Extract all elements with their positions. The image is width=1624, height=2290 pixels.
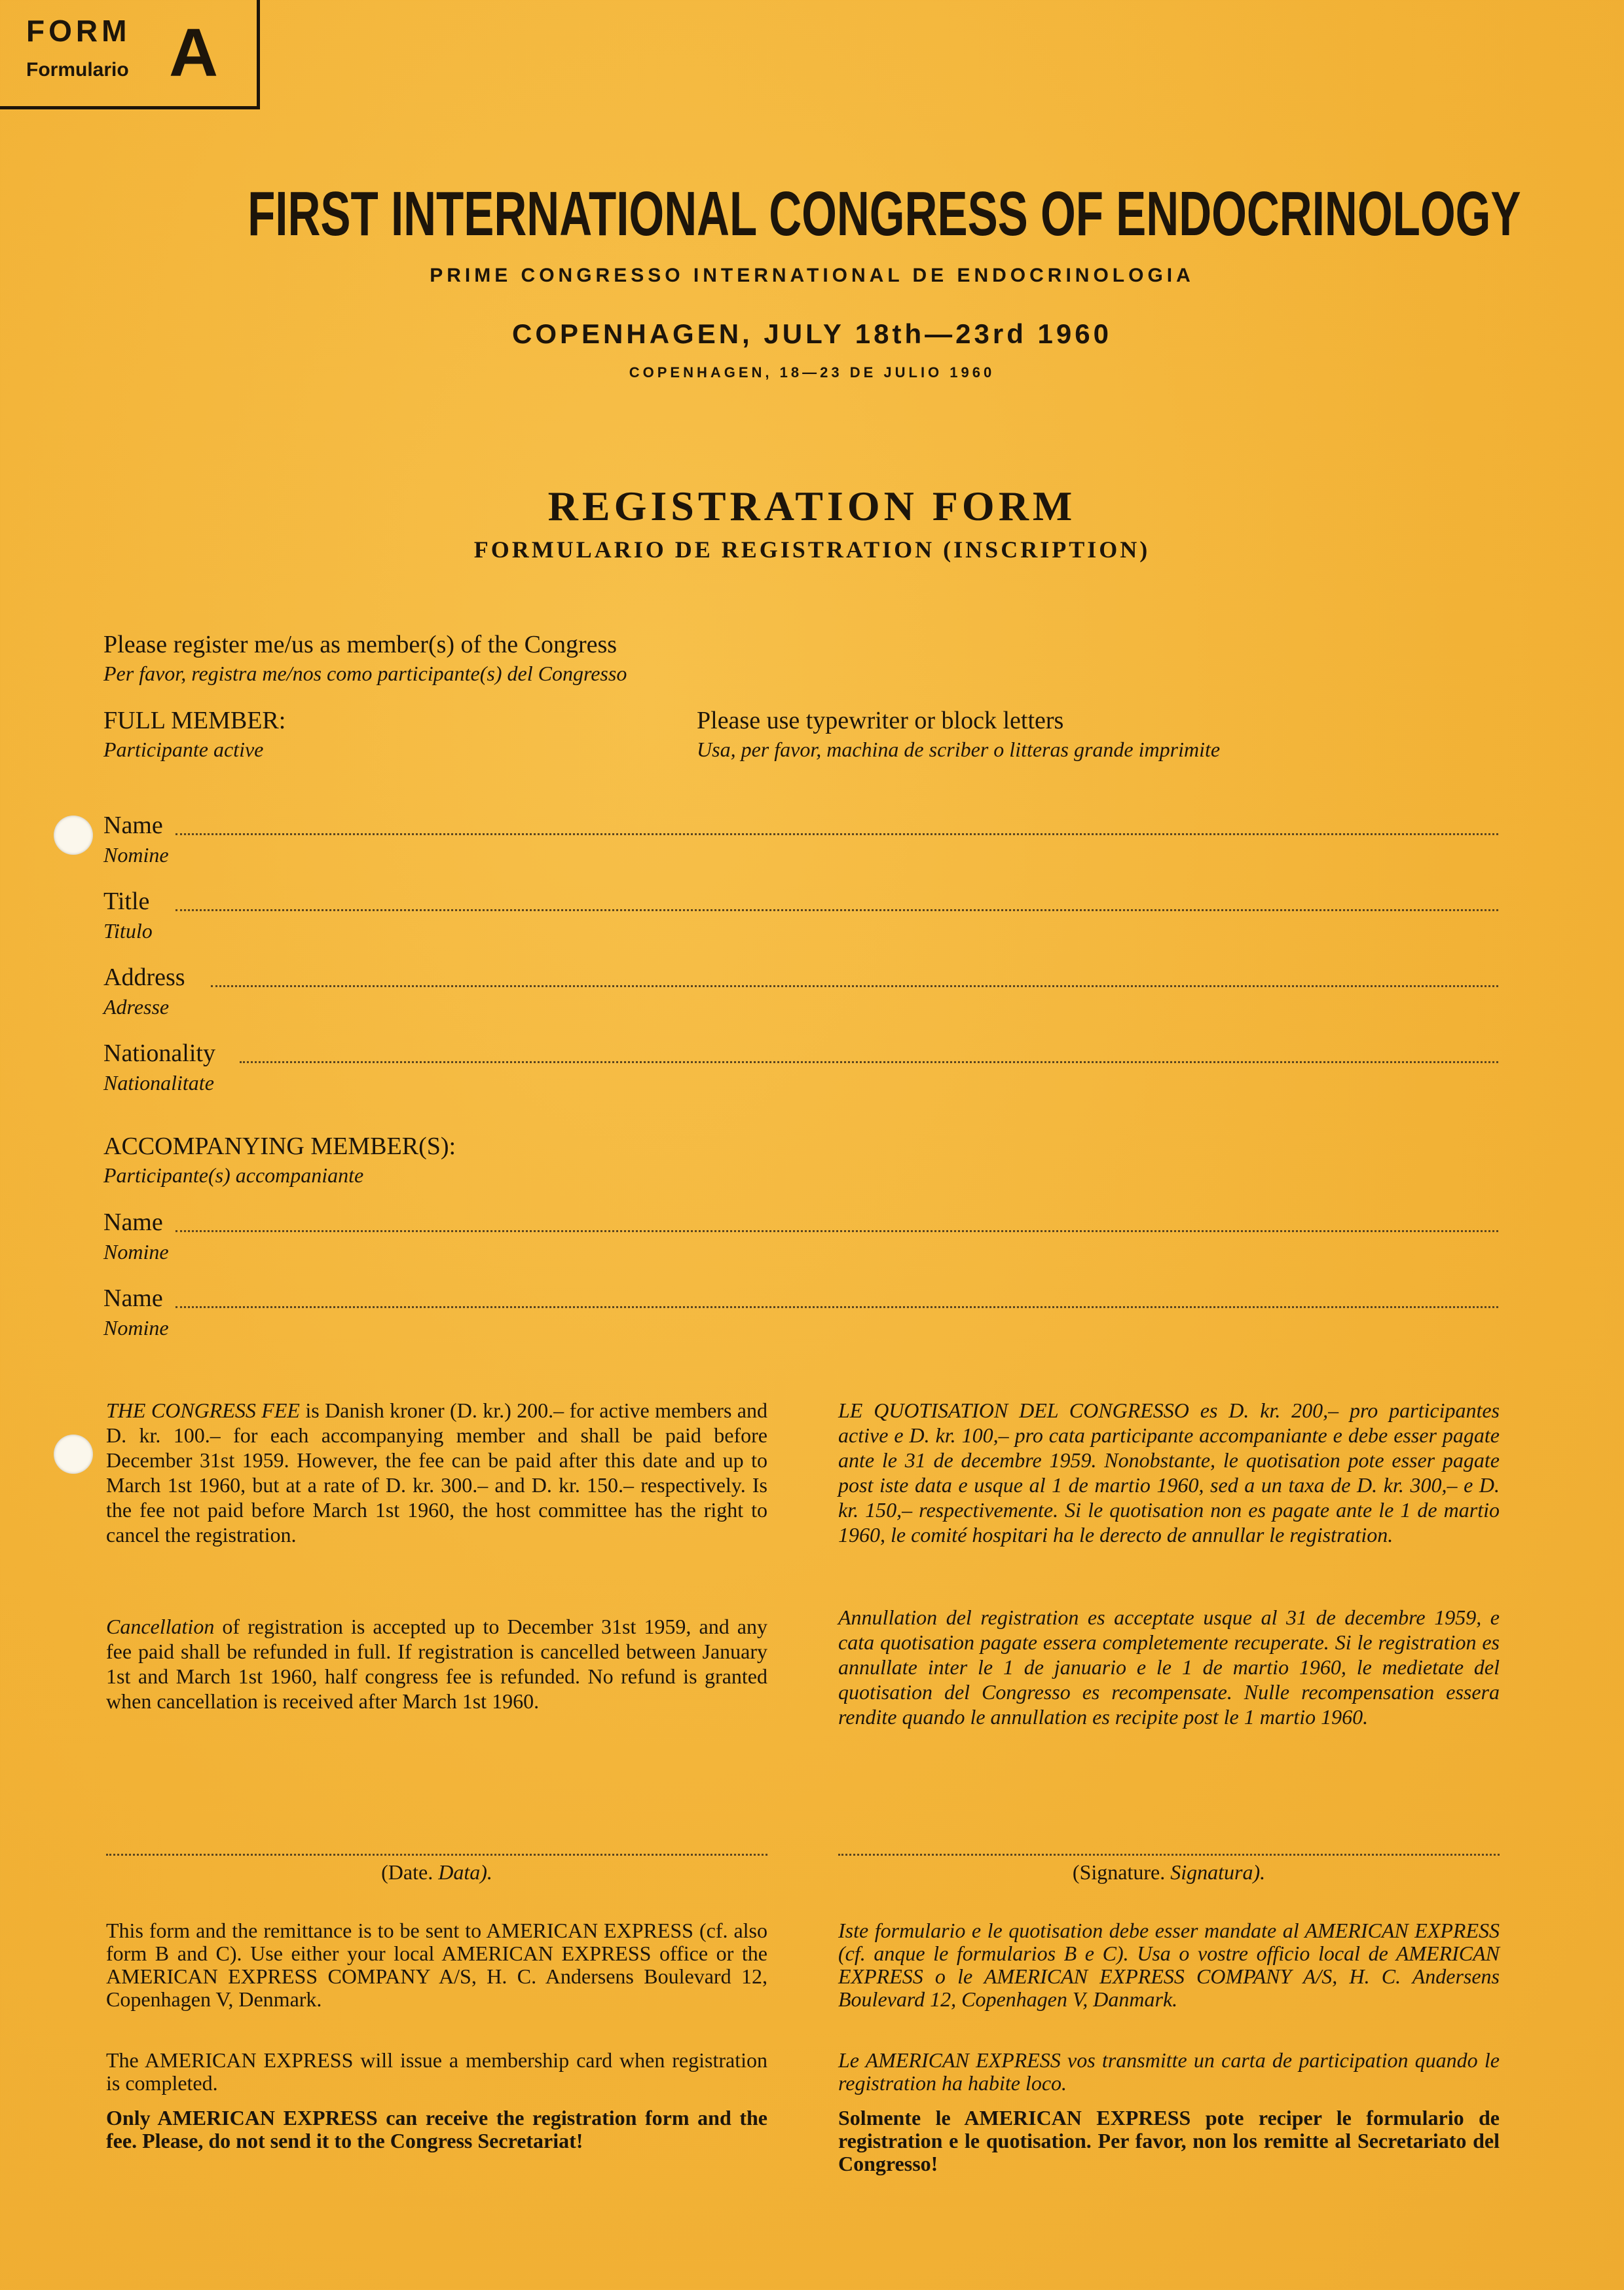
cancellation-text: of registration is accepted up to December 31st 1959, and any fee paid shall be refunded in full. If registration is cancelled between January 1st and March 1st 1960, half congress fee is refunded. No refund is granted when cancellation is received after March 1st 1960. xyxy=(106,1615,767,1713)
intro-line-italic: Per favor, registra me/nos como participante(s) del Congresso xyxy=(103,662,627,685)
instructions-line: Please use typewriter or block letters xyxy=(697,707,1064,734)
nationality-field-label: Nationality xyxy=(103,1040,215,1067)
accompanying-label-italic: Participante(s) accompaniante xyxy=(103,1163,364,1187)
remittance-en-2: The AMERICAN EXPRESS will issue a membership card when registration is completed. xyxy=(106,2048,767,2095)
remittance-ia-1: Iste formulario e le quotisation debe esser mandate al AMERICAN EXPRESS (cf. anque le formularios B e C). Usa o vostre officio local de AMERICAN EXPRESS o le AMERICAN EXPRESS COMPANY A/S, H. C. Andersens Boulevard 12, Copenhagen V, Danmark. xyxy=(838,1919,1500,2011)
signature-caption-italic: Signatura). xyxy=(1170,1860,1266,1884)
fee-paragraph-ia: LE QUOTISATION DEL CONGRESSO es D. kr. 200,– pro participantes active e D. kr. 100,– pro cata participante accompaniante e debe esser pagate ante le 31 de decembre 1959. Nonobstante, le quotisation pote esser pagate post iste data e usque al 1 de martio 1960, sed a un taxa de D. kr. 300,– e D. kr. 150,– respectivemente. Si le quotisation non es pagate ante le 1 de martio 1960, le comité hospitari ha le derecto de annullar le registration. xyxy=(838,1398,1500,1547)
signature-caption-text: (Signature. xyxy=(1072,1860,1166,1884)
fee-paragraph-en xyxy=(106,1398,767,1547)
full-member-label: FULL MEMBER: xyxy=(103,707,286,734)
punch-hole xyxy=(54,1435,93,1474)
fee-text: is Danish kroner (D. kr.) 200.– for active members and D. kr. 100.– for each accompanying member and shall be paid before December 31st 1959. However, the fee can be paid after this date and up to March 1st 1960, but at a rate of D. kr. 300.– and D. kr. 150.– respectively. Is the fee not paid before March 1st 1960, the host committee has the right to cancel the registration. xyxy=(106,1398,767,1547)
congress-subtitle: PRIME CONGRESSO INTERNATIONAL DE ENDOCRINOLOGIA xyxy=(430,265,1194,286)
cancellation-paragraph-ia: Annullation del registration es acceptate usque al 31 de decembre 1959, e cata quotisation pagate essera completemente recuperate. Si le registration es annullate inter le 1 de januario e le 1 de martio 1960, le medietate del quotisation del Congresso es recompensate. Nulle recompensation essera rendite quando le annullation es recipite post le 1 martio 1960. xyxy=(838,1605,1500,1729)
remittance-en-3: Only AMERICAN EXPRESS can receive the registration form and the fee. Please, do not send it to the Congress Secretariat! xyxy=(106,2106,767,2152)
title-field-label-italic: Titulo xyxy=(103,919,153,943)
registration-title: REGISTRATION FORM xyxy=(547,483,1077,529)
date-caption xyxy=(106,1860,767,1885)
nationality-field-label-italic: Nationalitate xyxy=(103,1071,214,1095)
accompanying-name-label-italic: Nomine xyxy=(103,1240,169,1264)
form-tag-sublabel: Formulario xyxy=(26,59,129,81)
date-line[interactable] xyxy=(106,1854,767,1856)
nationality-field-line[interactable] xyxy=(240,1061,1498,1063)
title-field-line[interactable] xyxy=(175,909,1498,911)
header-title-wrap xyxy=(0,178,1624,250)
registration-subtitle: FORMULARIO DE REGISTRATION (INSCRIPTION) xyxy=(473,536,1151,563)
form-tag-label: FORM xyxy=(26,14,131,48)
title-field-label: Title xyxy=(103,888,150,915)
punch-hole xyxy=(54,816,93,855)
cancellation-paragraph-en xyxy=(106,1614,767,1714)
congress-dates: COPENHAGEN, JULY 18th—23rd 1960 xyxy=(512,318,1112,349)
remittance-ia-2: Le AMERICAN EXPRESS vos transmitte un carta de participation quando le registration ha habite loco. xyxy=(838,2048,1500,2095)
full-member-label-italic: Participante active xyxy=(103,738,264,761)
address-field-label: Address xyxy=(103,964,185,991)
date-caption-italic: Data). xyxy=(438,1860,492,1884)
name-field-label: Name xyxy=(103,812,163,839)
congress-title: FIRST INTERNATIONAL CONGRESS OF ENDOCRINOLOGY xyxy=(248,179,1521,249)
signature-line[interactable] xyxy=(838,1854,1500,1856)
instructions-line-italic: Usa, per favor, machina de scriber o litteras grande imprimite xyxy=(697,738,1221,761)
cancellation-lead: Cancellation xyxy=(106,1615,215,1638)
accompanying-label: ACCOMPANYING MEMBER(S): xyxy=(103,1133,456,1160)
name-field-label-italic: Nomine xyxy=(103,843,169,867)
signature-caption xyxy=(838,1860,1500,1885)
fee-lead: THE CONGRESS FEE xyxy=(106,1398,300,1422)
accompanying-name-line[interactable] xyxy=(175,1230,1498,1232)
date-caption-text: (Date. xyxy=(381,1860,434,1884)
address-field-label-italic: Adresse xyxy=(103,995,170,1019)
congress-dates-sub: COPENHAGEN, 18—23 DE JULIO 1960 xyxy=(629,364,995,381)
form-tag-letter: A xyxy=(169,15,219,91)
remittance-en-1: This form and the remittance is to be sent to AMERICAN EXPRESS (cf. also form B and C). Use either your local AMERICAN EXPRESS office or the AMERICAN EXPRESS COMPANY A/S, H. C. Andersens Boulevard 12, Copenhagen V, Denmark. xyxy=(106,1919,767,2011)
intro-line: Please register me/us as member(s) of the Congress xyxy=(103,631,618,658)
accompanying-name-label: Name xyxy=(103,1209,163,1236)
accompanying-name-label: Name xyxy=(103,1285,163,1312)
accompanying-name-label-italic: Nomine xyxy=(103,1316,169,1340)
address-field-line[interactable] xyxy=(211,985,1498,987)
name-field-line[interactable] xyxy=(175,833,1498,835)
remittance-ia-3: Solmente le AMERICAN EXPRESS pote reciper le formulario de registration e le quotisation. Per favor, non los remitte al Secretariato del Congresso! xyxy=(838,2106,1500,2175)
accompanying-name-line[interactable] xyxy=(175,1306,1498,1308)
